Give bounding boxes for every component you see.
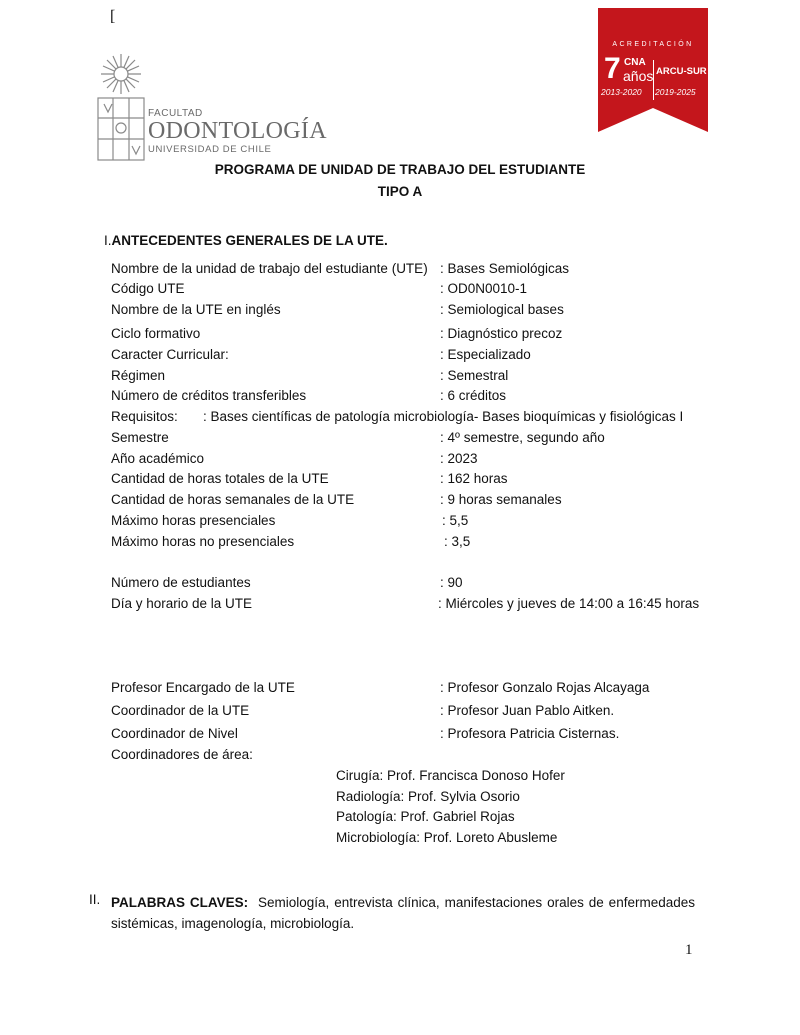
- section-1-heading: [104, 233, 388, 248]
- field-label: Código UTE: [111, 281, 185, 296]
- section-2-keywords: Semiología, entrevista clínica, manifestaciones orales de enfermedades sistémicas, imagenología, microbiología.: [111, 895, 695, 931]
- field-value: : Profesor Gonzalo Rojas Alcayaga: [440, 680, 650, 695]
- accreditation-title: ACREDITACIÓN: [612, 41, 694, 48]
- field-value: : 3,5: [444, 534, 471, 549]
- section-1-numeral: I.: [104, 233, 112, 248]
- cna-unit: años: [623, 68, 654, 84]
- field-value: : OD0N0010-1: [440, 281, 528, 296]
- field-value: : Profesor Juan Pablo Aitken.: [440, 703, 615, 718]
- field-label: Máximo horas no presenciales: [111, 534, 295, 549]
- field-value: : 2023: [440, 451, 478, 466]
- field-label: Coordinador de la UTE: [111, 703, 250, 718]
- field-label: Máximo horas presenciales: [111, 513, 276, 528]
- field-label: Caracter Curricular:: [111, 347, 229, 362]
- sun-emblem-icon: [101, 54, 141, 94]
- field-value: : 162 horas: [440, 471, 508, 486]
- section-2-numeral: II.: [89, 892, 101, 907]
- field-label: Requisitos:: [111, 409, 178, 424]
- field-label: Régimen: [111, 368, 166, 383]
- field-label: Cantidad de horas semanales de la UTE: [111, 492, 355, 507]
- faculty-logo-text: [148, 108, 327, 155]
- list-item: Microbiología: Prof. Loreto Abusleme: [336, 830, 558, 845]
- field-value: : Diagnóstico precoz: [440, 326, 563, 341]
- field-value: : Especializado: [440, 347, 531, 362]
- field-label: Profesor Encargado de la UTE: [111, 680, 295, 695]
- cna-years: 2013-2020: [601, 87, 642, 97]
- field-value: : Semestral: [440, 368, 509, 383]
- ribbon-divider: [653, 60, 654, 100]
- field-label: Coordinador de Nivel: [111, 726, 238, 741]
- field-value: : Bases Semiológicas: [440, 261, 570, 276]
- section-2-title: PALABRAS CLAVES:: [111, 895, 249, 910]
- bracket-mark: [: [110, 8, 116, 25]
- field-label: Semestre: [111, 430, 169, 445]
- field-value: : 9 horas semanales: [440, 492, 562, 507]
- field-label: Número de créditos transferibles: [111, 388, 307, 403]
- field-value: : 4º semestre, segundo año: [440, 430, 605, 445]
- field-value: : 6 créditos: [440, 388, 507, 403]
- arcu-years: 2019-2025: [655, 87, 696, 97]
- field-label: Coordinadores de área:: [111, 747, 253, 762]
- shield-icon: [98, 98, 144, 160]
- document-subtitle: TIPO A: [377, 184, 423, 199]
- field-value: : Semiological bases: [440, 302, 564, 317]
- cna-number: 7: [604, 52, 621, 85]
- field-value: : Profesora Patricia Cisternas.: [440, 726, 620, 741]
- list-item: Cirugía: Prof. Francisca Donoso Hofer: [336, 768, 565, 783]
- field-label: Cantidad de horas totales de la UTE: [111, 471, 329, 486]
- section-1-title: ANTECEDENTES GENERALES DE LA UTE.: [111, 233, 388, 248]
- field-value: : Bases científicas de patología microbiología- Bases bioquímicas y fisiológicas I: [203, 409, 684, 424]
- field-value: : Miércoles y jueves de 14:00 a 16:45 horas: [438, 596, 700, 611]
- arcu-label: ARCU-SUR: [656, 66, 707, 77]
- field-value: : 90: [440, 575, 463, 590]
- field-label: Día y horario de la UTE: [111, 596, 253, 611]
- document-title: PROGRAMA DE UNIDAD DE TRABAJO DEL ESTUDIANTE: [214, 162, 586, 177]
- page-number: 1: [685, 942, 693, 958]
- list-item: Patología: Prof. Gabriel Rojas: [336, 809, 515, 824]
- field-value: : 5,5: [442, 513, 469, 528]
- logo-faculty-name: ODONTOLOGÍA: [148, 118, 327, 144]
- field-label: Año académico: [111, 451, 205, 466]
- cna-label: CNA: [624, 57, 646, 68]
- logo-university: UNIVERSIDAD DE CHILE: [148, 144, 272, 155]
- section-2-paragraph: [111, 892, 695, 934]
- field-label: Nombre de la UTE en inglés: [111, 302, 281, 317]
- list-item: Radiología: Prof. Sylvia Osorio: [336, 789, 520, 804]
- logo-faculty-label: FACULTAD: [148, 108, 203, 119]
- field-label: Ciclo formativo: [111, 326, 201, 341]
- field-label: Nombre de la unidad de trabajo del estudiante (UTE): [111, 261, 428, 276]
- field-label: Número de estudiantes: [111, 575, 251, 590]
